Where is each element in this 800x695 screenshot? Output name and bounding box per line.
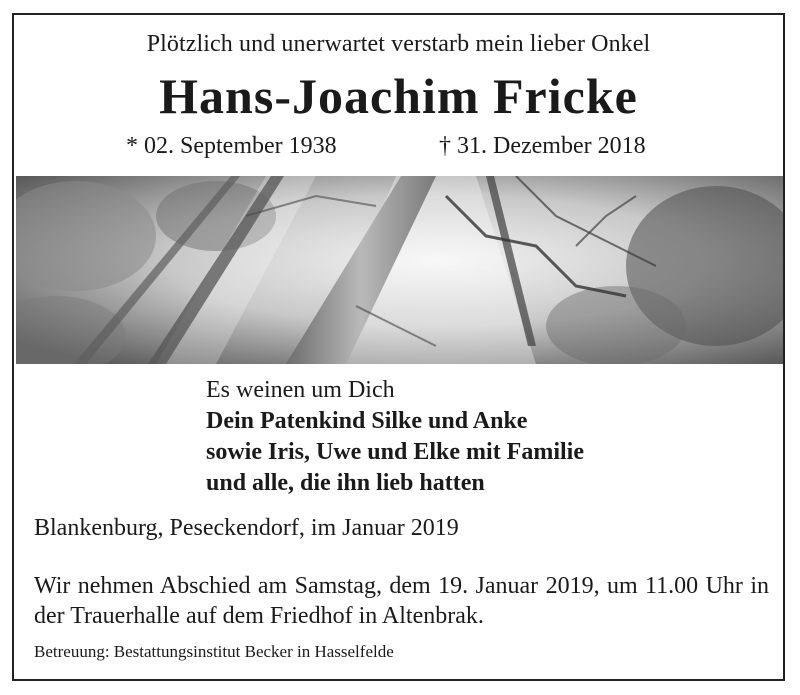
deceased-name: Hans-Joachim Fricke [159, 68, 638, 124]
mourner-line: sowie Iris, Uwe und Elke mit Familie [206, 439, 584, 465]
place-date: Blankenburg, Peseckendorf, im Januar 2019 [34, 515, 459, 541]
mourner-line: Dein Patenkind Silke und Anke [206, 408, 528, 434]
death-date: † 31. Dezember 2018 [439, 133, 646, 159]
mourner-line: und alle, die ihn lieb hatten [206, 470, 485, 496]
farewell-text: Wir nehmen Abschied am Samstag, dem 19. Januar 2019, um 11.00 Uhr in der Trauerhalle auf dem Friedhof in Altenbrak. [34, 573, 769, 629]
birth-date: * 02. September 1938 [126, 133, 337, 159]
intro-text: Plötzlich und unerwartet verstarb mein lieber Onkel [146, 31, 651, 57]
obituary-frame [12, 13, 785, 681]
forest-photo [16, 176, 783, 364]
funeral-home: Betreuung: Bestattungsinstitut Becker in Hasselfelde [34, 642, 394, 661]
mourners-intro: Es weinen um Dich [206, 377, 395, 403]
mourners-block [206, 375, 584, 499]
